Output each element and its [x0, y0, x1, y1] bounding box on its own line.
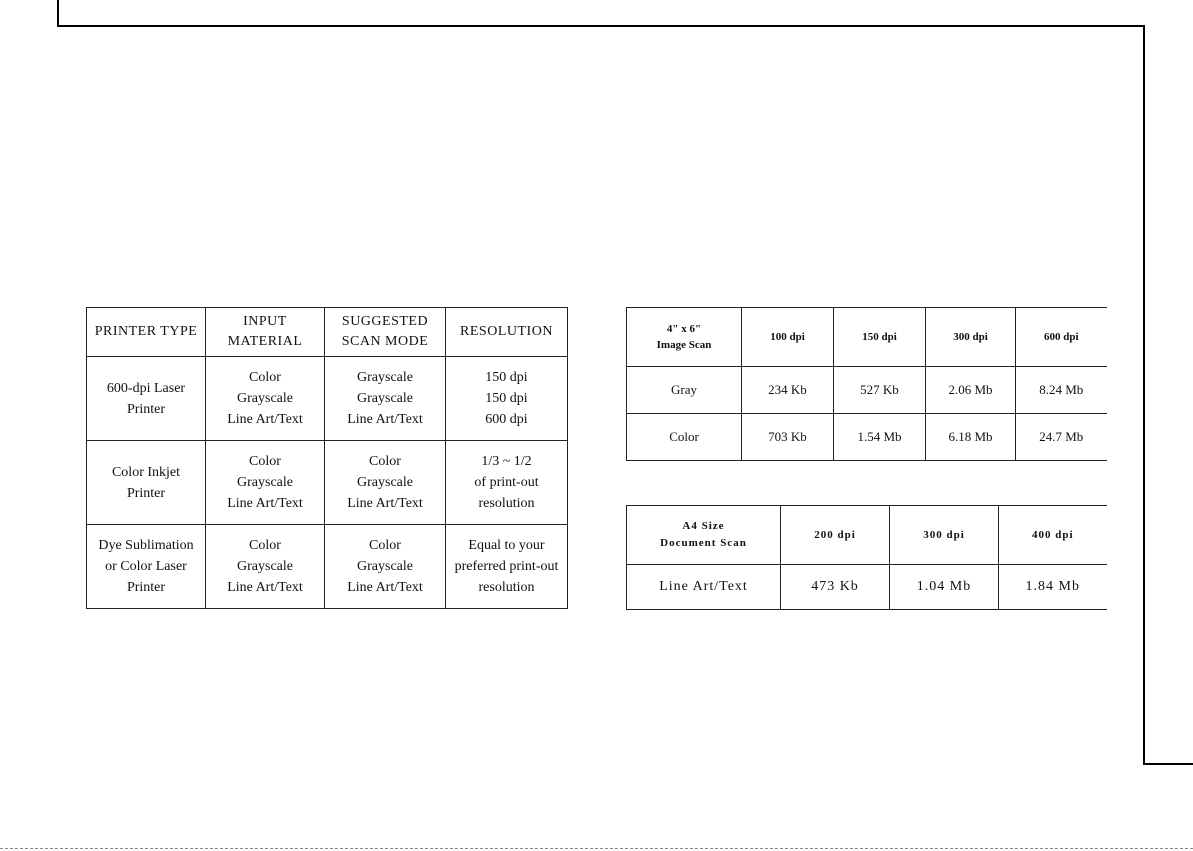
cell-line: Color [369, 538, 401, 553]
printer-type-cell [87, 357, 206, 441]
input-material-cell [206, 357, 325, 441]
page-frame-right [1143, 25, 1145, 765]
cell-line: Color [249, 538, 281, 553]
cell-line: or Color Laser [105, 559, 187, 574]
cell-line: 4" x 6" [666, 323, 702, 335]
cell-line: 600 dpi [485, 412, 528, 427]
cell-line: Grayscale [237, 559, 293, 574]
cell-line: Color [249, 454, 281, 469]
printer-type-cell [87, 525, 206, 609]
header-dpi: 600 dpi [1016, 308, 1107, 367]
header-input-material [206, 308, 325, 357]
cell-line: Document Scan [660, 537, 747, 549]
cell-line: 1/3 ~ 1/2 [481, 454, 532, 469]
cell-line: Dye Sublimation [98, 538, 194, 553]
cell-line: Image Scan [656, 339, 712, 351]
printer-scan-mode-table [86, 307, 568, 609]
file-size-cell: 473 Kb [781, 565, 890, 610]
table-row [627, 565, 1107, 610]
cell-line: Grayscale [357, 475, 413, 490]
table-row [627, 414, 1107, 461]
input-material-cell [206, 441, 325, 525]
header-dpi: 100 dpi [742, 308, 834, 367]
header-dpi: 200 dpi [781, 506, 890, 565]
cell-line: Equal to your [468, 538, 545, 553]
cell-line: Line Art/Text [347, 412, 423, 427]
table-row [627, 367, 1107, 414]
cell-line: Color [249, 370, 281, 385]
document-scan-corner-header [627, 506, 781, 565]
page-frame-left [57, 0, 59, 27]
file-size-cell: 234 Kb [742, 367, 834, 414]
row-label: Gray [627, 367, 742, 414]
cell-line: Line Art/Text [347, 496, 423, 511]
file-size-cell: 8.24 Mb [1016, 367, 1107, 414]
page-frame-tick [1143, 763, 1193, 765]
image-scan-size-table [626, 307, 1107, 461]
file-size-cell: 6.18 Mb [926, 414, 1016, 461]
cell-line: resolution [478, 580, 535, 595]
file-size-cell: 1.54 Mb [834, 414, 926, 461]
row-label: Line Art/Text [627, 565, 781, 610]
cell-line: Line Art/Text [347, 580, 423, 595]
resolution-cell [446, 357, 568, 441]
cell-line: Color [369, 454, 401, 469]
file-size-cell: 527 Kb [834, 367, 926, 414]
resolution-cell [446, 441, 568, 525]
table-header-row [627, 308, 1107, 367]
file-size-cell: 24.7 Mb [1016, 414, 1107, 461]
cell-line: 600-dpi Laser [106, 380, 186, 396]
scan-mode-cell [325, 525, 446, 609]
cell-line: Grayscale [237, 391, 293, 406]
file-size-cell: 2.06 Mb [926, 367, 1016, 414]
scan-mode-cell [325, 357, 446, 441]
cell-line: Line Art/Text [227, 580, 303, 595]
document-scan-size-table [626, 505, 1107, 610]
file-size-cell: 703 Kb [742, 414, 834, 461]
cell-line: Printer [126, 485, 166, 501]
table-header-row [87, 308, 568, 357]
cell-line: Grayscale [237, 475, 293, 490]
cell-line: Grayscale [357, 559, 413, 574]
cell-line: of print-out [474, 475, 539, 490]
header-dpi: 300 dpi [926, 308, 1016, 367]
file-size-cell: 1.84 Mb [999, 565, 1107, 610]
cell-line: preferred print-out [454, 559, 559, 574]
header-dpi: 150 dpi [834, 308, 926, 367]
header-input-material-text: INPUT MATERIAL [227, 314, 303, 349]
page-bottom-rule [0, 848, 1193, 849]
header-resolution: RESOLUTION [446, 308, 568, 357]
cell-line: Grayscale [357, 391, 413, 406]
cell-line: Color Inkjet [111, 464, 181, 480]
header-dpi: 400 dpi [999, 506, 1107, 565]
page-frame-top [57, 25, 1145, 27]
resolution-cell [446, 525, 568, 609]
cell-line: Line Art/Text [227, 496, 303, 511]
scan-mode-cell [325, 441, 446, 525]
row-label: Color [627, 414, 742, 461]
header-printer-type: PRINTER TYPE [87, 308, 206, 357]
table-row [87, 525, 568, 609]
cell-line: Printer [126, 580, 166, 595]
cell-line: A4 Size [682, 520, 725, 532]
header-suggested-scan-mode: SUGGESTED SCAN MODE [325, 308, 446, 357]
cell-line: resolution [478, 496, 535, 511]
table-row [87, 441, 568, 525]
cell-line: Grayscale [357, 370, 413, 385]
input-material-cell [206, 525, 325, 609]
cell-line: 150 dpi [485, 391, 528, 406]
cell-line: Printer [126, 401, 166, 417]
cell-line: 150 dpi [485, 370, 528, 385]
image-scan-corner-header [627, 308, 742, 367]
printer-type-cell [87, 441, 206, 525]
header-dpi: 300 dpi [890, 506, 999, 565]
table-row [87, 357, 568, 441]
table-header-row [627, 506, 1107, 565]
file-size-cell: 1.04 Mb [890, 565, 999, 610]
cell-line: Line Art/Text [227, 412, 303, 427]
